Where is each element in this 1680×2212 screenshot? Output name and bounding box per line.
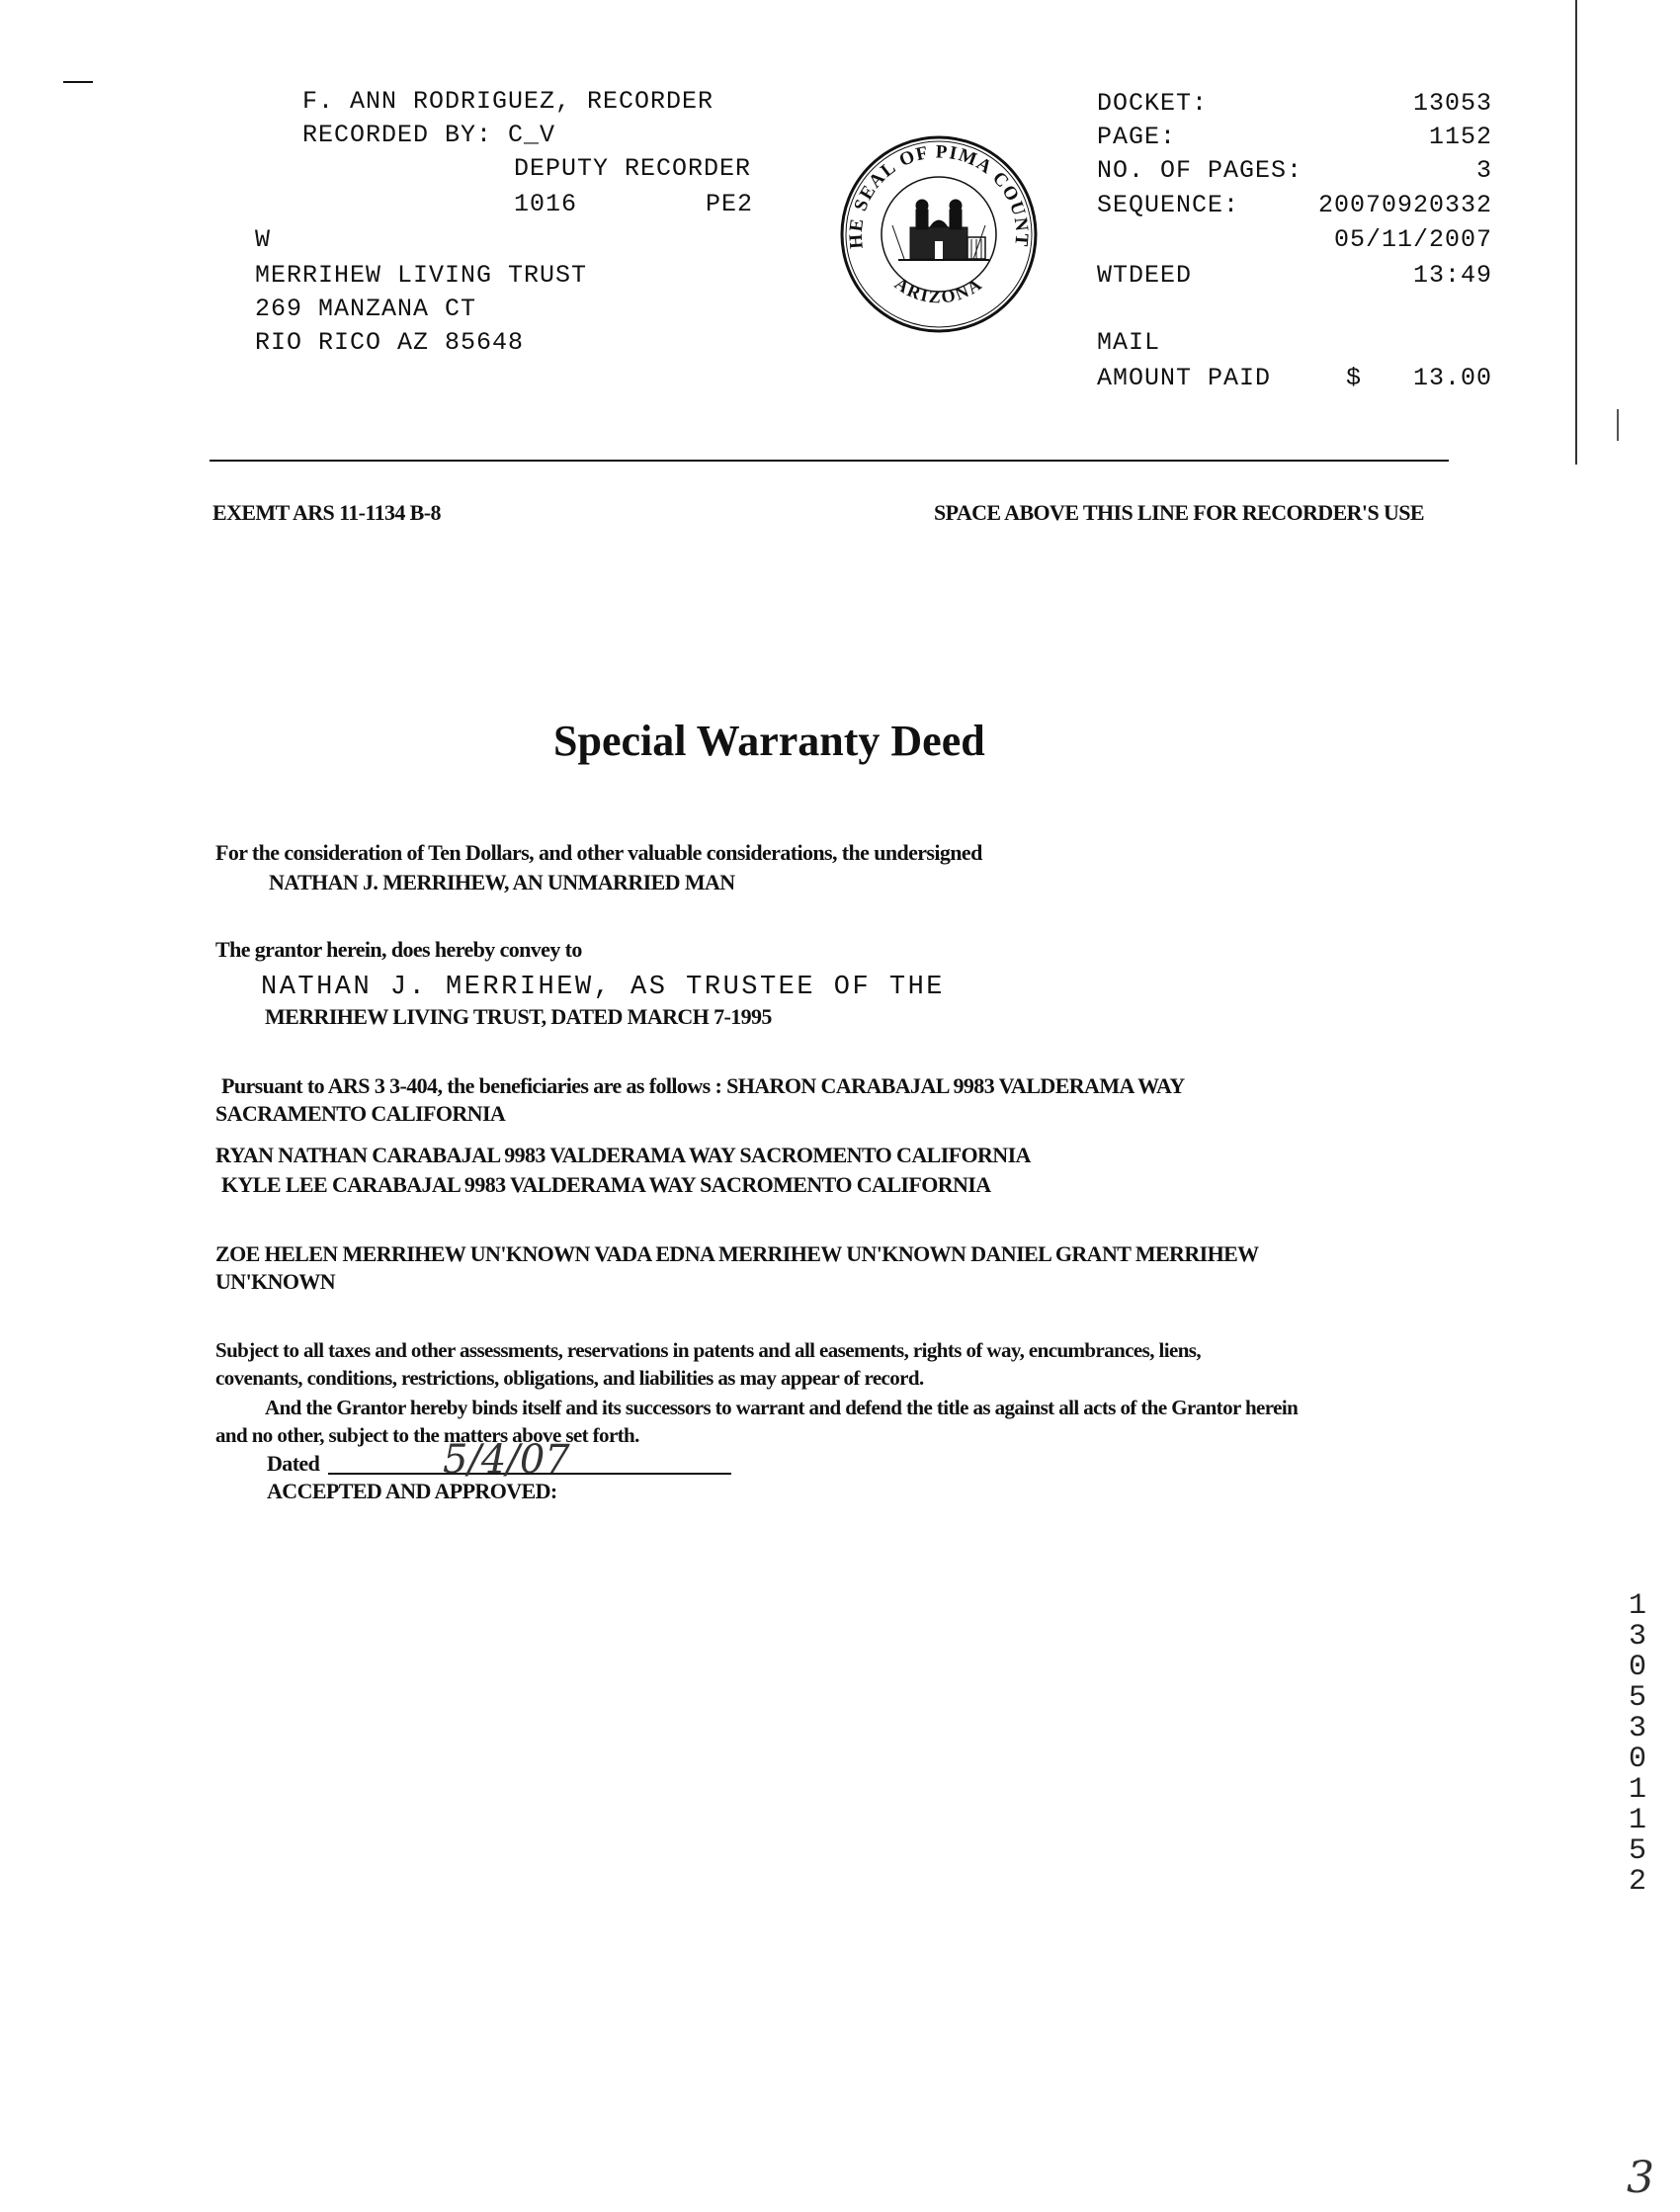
docket-value: 13053 <box>1412 89 1492 118</box>
exempt-note: EXEMT ARS 11-1134 B-8 <box>212 500 441 525</box>
page-mark: 3 <box>1627 2153 1654 2203</box>
warrant-line-1: And the Grantor hereby binds itself and its successors to warrant and defend the title as against all acts of the Grantor herein <box>265 1396 1299 1419</box>
seal-bottom-text: ARIZONA <box>890 273 987 307</box>
return-name: MERRIHEW LIVING TRUST <box>255 261 588 290</box>
margin-vertical-number: 13053 01152 <box>1628 1589 1646 1899</box>
beneficiaries-line-1: Pursuant to ARS 3 3-404, the beneficiaries are as follows : SHARON CARABAJAL 9983 VALDERAMA WAY <box>221 1073 1185 1098</box>
unknown-beneficiaries-line-2: UN'KNOWN <box>215 1269 336 1294</box>
consideration-text: For the consideration of Ten Dollars, and other valuable considerations, the undersigned <box>215 840 982 865</box>
recorder-name: F. ANN RODRIGUEZ, RECORDER <box>302 87 714 116</box>
recorded-date: 05/11/2007 <box>1333 225 1492 254</box>
recorder-code-2: PE2 <box>706 190 754 218</box>
return-street: 269 MANZANA CT <box>255 295 477 323</box>
subject-line-2: covenants, conditions, restrictions, obligations, and liabilities as may appear of record. <box>215 1366 924 1390</box>
corner-dash <box>63 81 93 83</box>
seal-top-text: HE SEAL OF PIMA COUNT <box>845 141 1033 250</box>
recorded-by: RECORDED BY: C_V <box>302 121 556 149</box>
return-city: RIO RICO AZ 85648 <box>255 328 525 357</box>
beneficiary-3: KYLE LEE CARABAJAL 9983 VALDERAMA WAY SACROMENTO CALIFORNIA <box>221 1172 991 1197</box>
subject-line-1: Subject to all taxes and other assessments, reservations in patents and all easements, rights of way, encumbrances, liens, <box>215 1338 1202 1362</box>
grantee-line-2: MERRIHEW LIVING TRUST, DATED MARCH 7-1995 <box>265 1004 772 1029</box>
page-label: PAGE: <box>1097 123 1177 151</box>
county-seal <box>835 130 1043 338</box>
recorder-separator <box>210 460 1449 462</box>
pages-label: NO. OF PAGES: <box>1097 156 1303 185</box>
mail-label: MAIL <box>1097 328 1161 357</box>
deed-title: Special Warranty Deed <box>553 717 985 765</box>
beneficiary-2: RYAN NATHAN CARABAJAL 9983 VALDERAMA WAY SACROMENTO CALIFORNIA <box>215 1143 1031 1167</box>
unknown-beneficiaries-line-1: ZOE HELEN MERRIHEW UN'KNOWN VADA EDNA MERRIHEW UN'KNOWN DANIEL GRANT MERRIHEW <box>215 1241 1259 1266</box>
recorder-use-note: SPACE ABOVE THIS LINE FOR RECORDER'S USE <box>934 500 1424 525</box>
beneficiaries-line-2: SACRAMENTO CALIFORNIA <box>215 1101 506 1126</box>
convey-text: The grantor herein, does hereby convey to <box>215 937 582 962</box>
amount-value: 13.00 <box>1412 364 1492 392</box>
scan-edge-line <box>1575 0 1577 465</box>
scan-mark <box>1617 409 1619 441</box>
amount-label: AMOUNT PAID <box>1097 364 1272 392</box>
dated-label: Dated <box>267 1451 320 1476</box>
sequence-label: SEQUENCE: <box>1097 191 1240 219</box>
deputy-recorder: DEPUTY RECORDER <box>514 154 752 183</box>
page-value: 1152 <box>1428 123 1492 151</box>
amount-currency: $ <box>1346 364 1363 392</box>
recorded-time: 13:49 <box>1412 261 1492 290</box>
accepted-approved: ACCEPTED AND APPROVED: <box>267 1479 557 1503</box>
dated-value: 5/4/07 <box>443 1437 570 1483</box>
grantee-line-1: NATHAN J. MERRIHEW, AS TRUSTEE OF THE <box>261 973 945 1002</box>
recorder-code-1: 1016 <box>514 190 578 218</box>
pages-value: 3 <box>1475 156 1492 185</box>
w-mark: W <box>255 225 272 254</box>
grantor-name: NATHAN J. MERRIHEW, AN UNMARRIED MAN <box>269 870 735 894</box>
seal-icon <box>835 130 1043 338</box>
docket-label: DOCKET: <box>1097 89 1209 118</box>
warrant-line-2: and no other, subject to the matters above set forth. <box>215 1423 639 1447</box>
document-type: WTDEED <box>1097 261 1193 290</box>
sequence-value: 20070920332 <box>1317 191 1492 219</box>
